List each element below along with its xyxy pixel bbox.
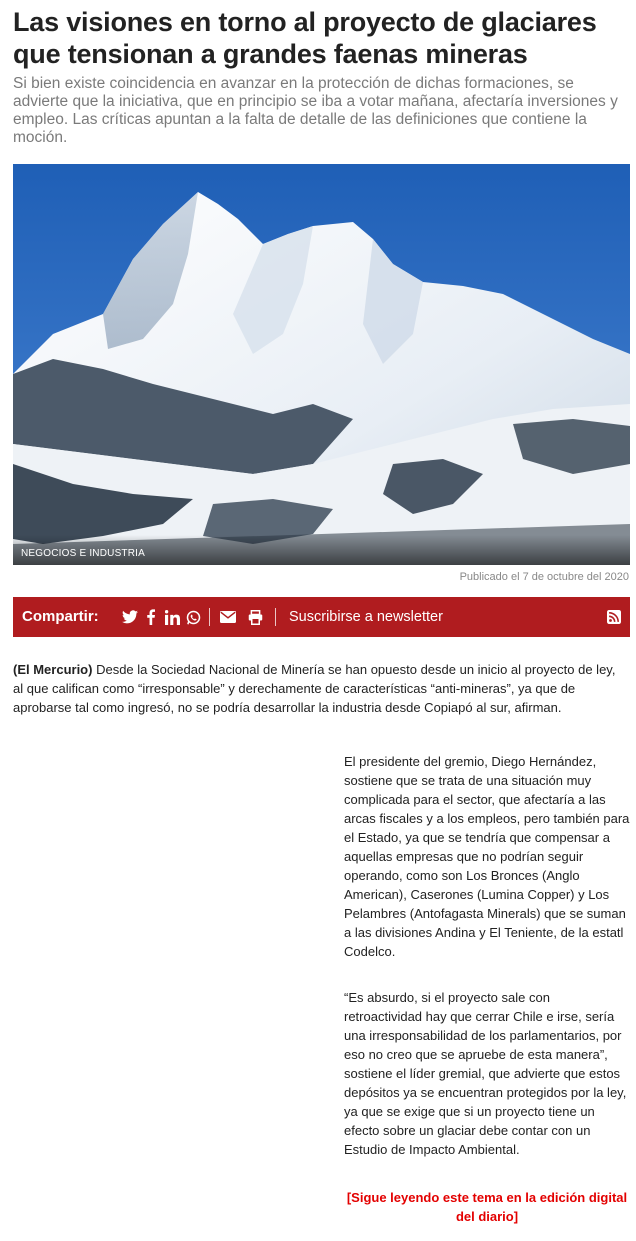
print-icon[interactable] — [245, 607, 265, 627]
rss-icon[interactable] — [604, 607, 624, 627]
article-subtitle: Si bien existe coincidencia en avanzar en la protección de dichas formaciones, se advierte que la iniciativa, que en principio se iba a votar mañana, afectaría inversiones y empleo. Las críticas apuntan a la falta de detalle de las definiciones que contiene la moción. — [13, 75, 618, 146]
article-lead-paragraph — [13, 660, 625, 717]
share-divider — [209, 608, 210, 626]
article-paragraph: “Es absurdo, si el proyecto sale con retroactividad hay que cerrar Chile e irse, sería una irresponsabilidad de los parlamentarios, por eso no creo que se apruebe de esta manera”, sostiene el líder gremial, que advierte que estos depósitos ya se encuentran protegidos por la ley, ya que se exige que si un proyecto tiene un efecto sobre un glaciar debe contar con un Estudio de Impacto Ambiental. — [344, 990, 627, 1157]
newsletter-link[interactable]: Suscribirse a newsletter — [289, 609, 443, 625]
continue-reading-link[interactable]: [Sigue leyendo este tema en la edición digital del diario] — [346, 1190, 628, 1224]
publish-date: Publicado el 7 de octubre del 2020 — [459, 571, 629, 583]
share-divider — [275, 608, 276, 626]
image-category-overlay — [13, 535, 630, 565]
article-paragraph: El presidente del gremio, Diego Hernández, sostiene que se trata de una situación muy complicada para el sector, que afectaría a las arcas fiscales y a los empleos, pero también para el Estado, ya que se tendría que compensar a aquellas empresas que no podrían seguir operando, como son Los Bronces (Anglo American), Caserones (Lumina Copper) y Los Pelambres (Antofagasta Minerals) que se suman a las divisiones Andina y El Teniente, de la estatl Codelco. — [344, 754, 630, 959]
whatsapp-icon[interactable] — [183, 607, 203, 627]
share-label: Compartir: — [22, 608, 99, 625]
article-headline: Las visiones en torno al proyecto de glaciares que tensionan a grandes faenas mineras — [13, 7, 597, 69]
linkedin-icon[interactable] — [162, 607, 182, 627]
snowy-mountain-illustration — [13, 164, 630, 565]
article-lead-text: Desde la Sociedad Nacional de Minería se han opuesto desde un inicio al proyecto de ley, al que califican como “irresponsable” y derechamente de características “anti-mineras”, ya que de aprobarse tal como ingresó, no se podría desarrollar la industria desde Copiapó al sur, afirman. — [13, 662, 616, 715]
image-category-label: NEGOCIOS E INDUSTRIA — [21, 548, 146, 559]
article-hero-image — [13, 164, 630, 565]
share-bar — [13, 597, 630, 637]
facebook-icon[interactable] — [141, 607, 161, 627]
email-icon[interactable] — [218, 607, 238, 627]
twitter-icon[interactable] — [120, 607, 140, 627]
article-source: (El Mercurio) — [13, 662, 93, 677]
